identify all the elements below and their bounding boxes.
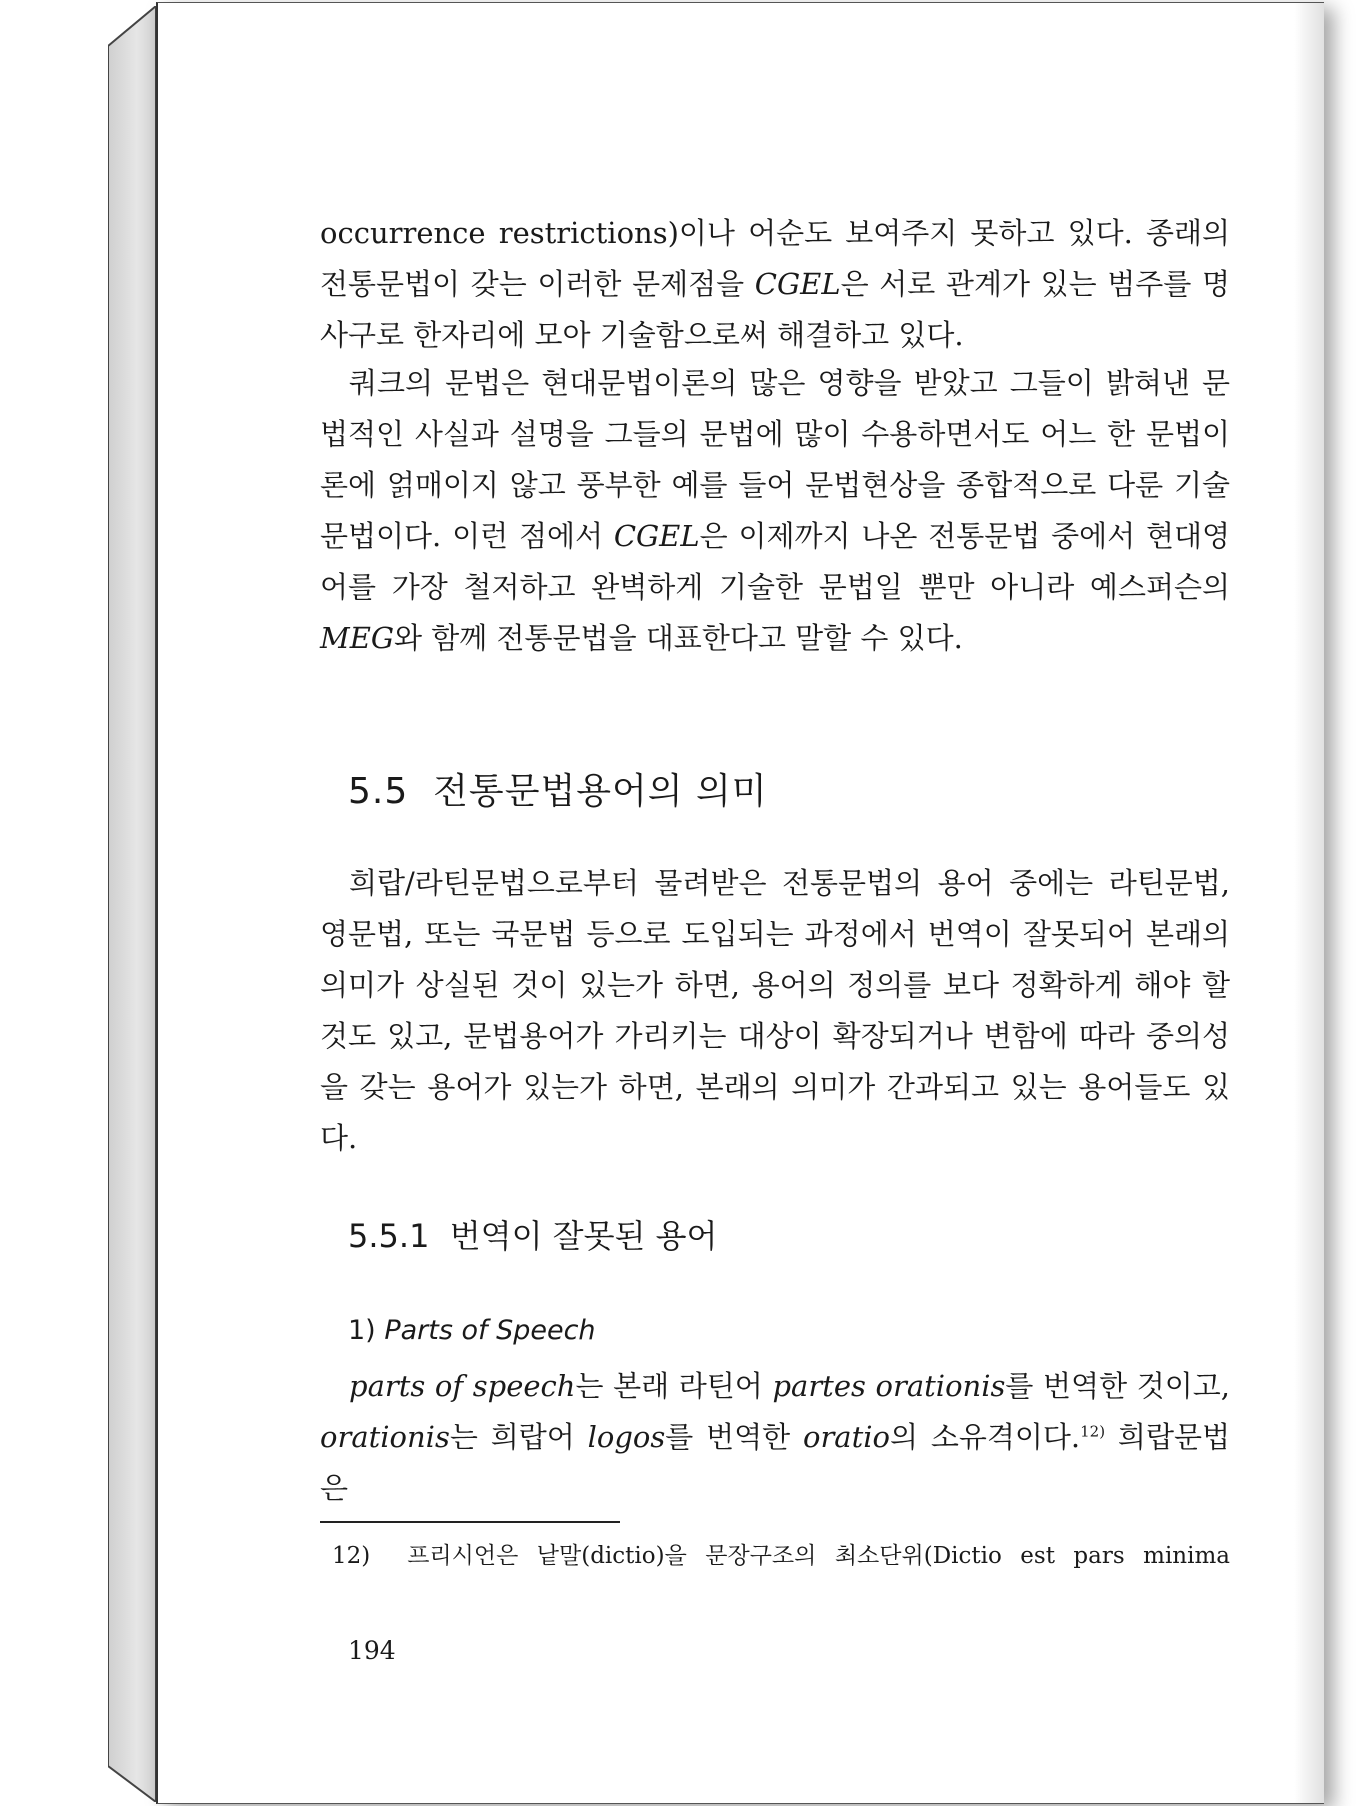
book-page <box>156 2 1324 1804</box>
cgel-term: CGEL <box>754 267 841 301</box>
paragraph-1 <box>320 208 1230 361</box>
page-number: 194 <box>348 1636 396 1665</box>
item-number: 1) <box>348 1315 376 1346</box>
paragraph-2 <box>320 358 1230 664</box>
term-parts-of-speech: parts of speech <box>349 1369 576 1403</box>
subsection-title: 번역이 잘못된 용어 <box>449 1217 718 1255</box>
paragraph-4-text: 를 번역한 것이고, <box>1005 1369 1230 1403</box>
subsection-heading <box>348 1211 717 1257</box>
paragraph-3: 희랍/라틴문법으로부터 물려받은 전통문법의 용어 중에는 라틴문법, 영문법, 또는 국문법 등으로 도입되는 과정에서 번역이 잘못되어 본래의 의미가 상실된 것이 있는가 하면, 용어의 정의를 보다 정확하게 해야 할 것도 있고, 문법용어가 가리키는 대상이 확장되거나 변함에 따라 중의성을 갖는 용어가 있는가 하면, 본래의 의미가 간과되고 있는 용어들도 있다. <box>320 866 1230 1155</box>
cgel-term: CGEL <box>613 519 700 553</box>
paragraph-2-text-b: 은 이제까지 나온 전통문법 중에서 현대영어를 가장 철저하고 완벽하게 기술한 문법일 뿐만 아니라 예스퍼슨의 <box>320 519 1230 604</box>
paragraph-1-text-a: occurrence restrictions)이나 어순도 보여주지 못하고 있다. 종래의 전통문법이 갖는 이러한 문제점을 <box>320 216 1230 301</box>
subsection-number: 5.5.1 <box>348 1217 430 1255</box>
item-heading <box>348 1315 596 1346</box>
paragraph-2-text-c: 와 함께 전통문법을 대표한다고 말할 수 있다. <box>394 621 963 655</box>
footnote-reference[interactable]: 12) <box>1080 1422 1106 1441</box>
page-edge-shadow <box>1294 3 1324 1803</box>
paragraph-4-text: 는 본래 라틴어 <box>575 1369 773 1403</box>
paragraph-1-text-b: 은 서로 관계가 있는 범주를 명사구로 한자리에 모아 기술함으로써 해결하고 있다. <box>320 267 1230 352</box>
paragraph-4-text: 를 번역한 <box>665 1420 803 1454</box>
paragraph-4-text: 의 소유격이다. <box>889 1420 1081 1454</box>
section-title: 전통문법용어의 의미 <box>433 771 768 812</box>
meg-term: MEG <box>320 621 395 655</box>
footnote-divider <box>320 1521 620 1523</box>
book-spine-graphic <box>108 6 158 1802</box>
paragraph-4-indent <box>320 1369 349 1403</box>
book-spine <box>108 6 158 1802</box>
term-logos: logos <box>587 1420 666 1454</box>
section-heading <box>348 763 768 814</box>
section-number: 5.5 <box>348 771 409 812</box>
paragraph-2-text-a: 쿼크의 문법은 현대문법이론의 많은 영향을 받았고 그들이 밝혀낸 문법적인 사실과 설명을 그들의 문법에 많이 수용하면서도 어느 한 문법이론에 얽매이지 않고 풍부한 예를 들어 문법현상을 종합적으로 다룬 기술문법이다. 이런 점에서 <box>320 366 1230 553</box>
item-title: Parts of Speech <box>384 1315 596 1346</box>
footnote-marker: 12) <box>332 1543 371 1569</box>
term-oratio: oratio <box>802 1420 890 1454</box>
paragraph-4 <box>320 1361 1230 1514</box>
paragraph-4-text: 희랍문법은 <box>320 1420 1230 1505</box>
paragraph-4-text: 는 희랍어 <box>449 1420 588 1454</box>
term-partes-orationis: partes orationis <box>772 1369 1006 1403</box>
footnote-text: 프리시언은 낱말(dictio)을 문장구조의 최소단위(Dictio est pars minima <box>407 1543 1230 1569</box>
term-orationis: orationis <box>320 1420 450 1454</box>
footnote <box>332 1538 1230 1574</box>
